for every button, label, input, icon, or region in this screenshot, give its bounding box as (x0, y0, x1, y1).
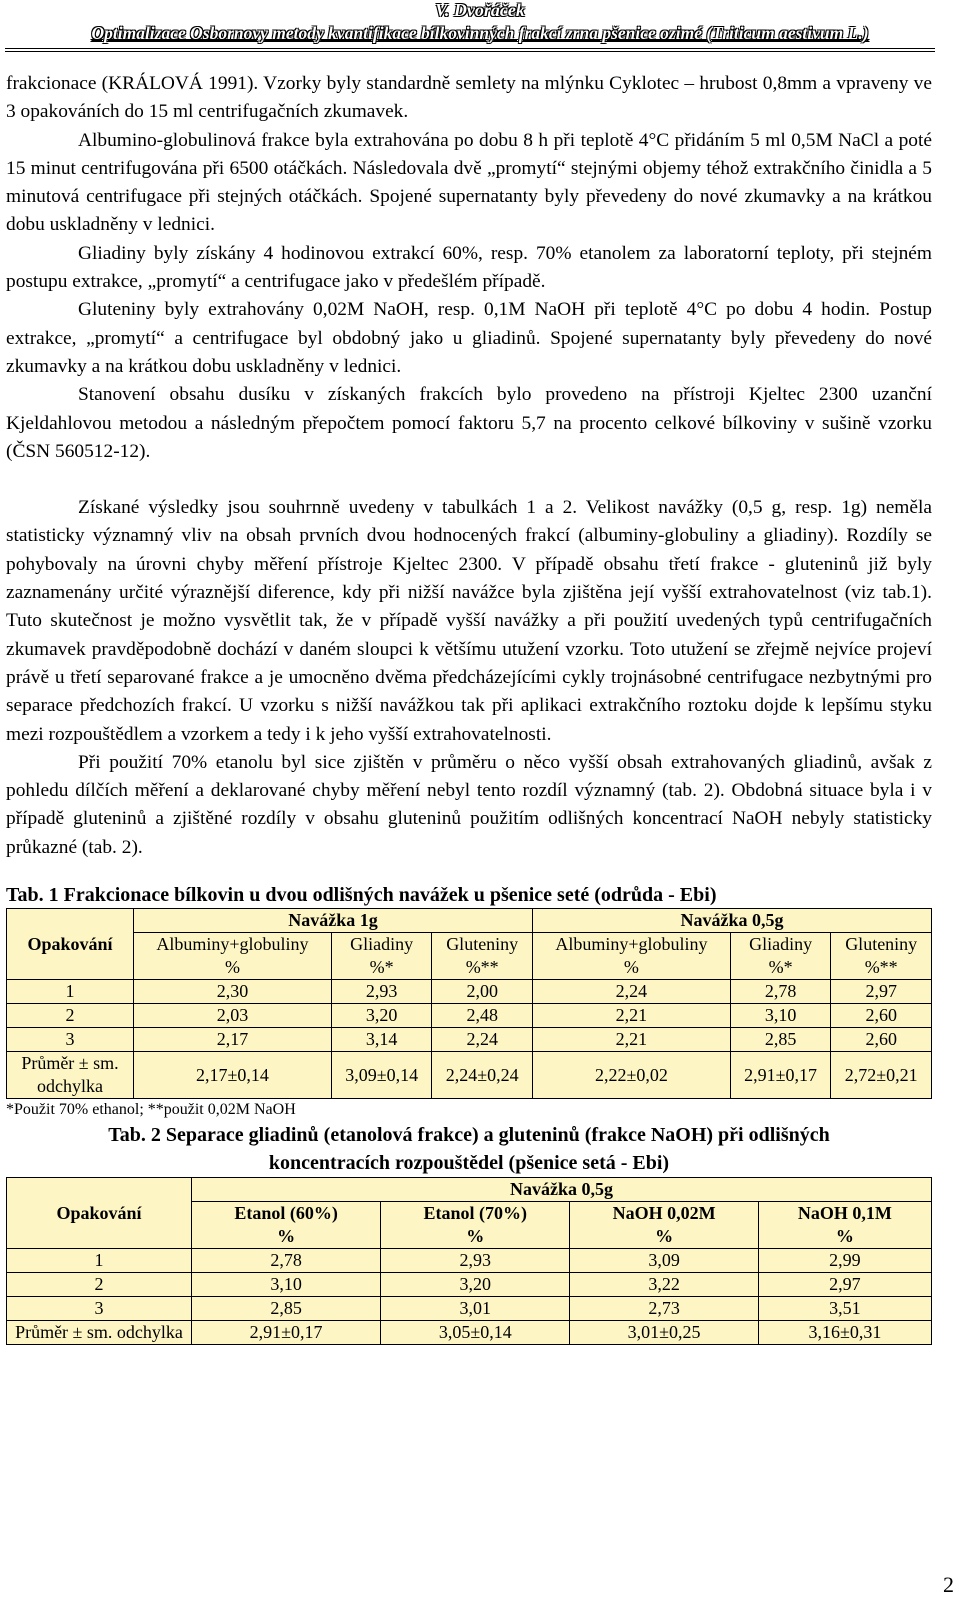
table1-cell: 2,48 (432, 1004, 533, 1028)
table2-cell: 2,78 (192, 1249, 381, 1273)
table2-group: Navážka 0,5g (192, 1178, 932, 1202)
table1-cell: 2 (7, 1004, 134, 1028)
page-body (6, 70, 932, 1345)
table2-cell: 3,05±0,14 (381, 1321, 570, 1345)
table1-cell: 2,21 (532, 1028, 730, 1052)
table2-cell: 3,01 (381, 1297, 570, 1321)
table2-cell: 3,22 (570, 1273, 758, 1297)
table1-cell: 3,14 (331, 1028, 432, 1052)
table-row (7, 1321, 932, 1345)
table1-mean-label: Průměr ± sm. odchylka (7, 1052, 134, 1099)
table2-cell: 1 (7, 1249, 192, 1273)
table2-mean-label: Průměr ± sm. odchylka (7, 1321, 192, 1345)
table1-cell: 2,78 (730, 980, 831, 1004)
table1-row-header: Opakování (7, 909, 134, 980)
table2-col-header: NaOH 0,1M % (758, 1202, 931, 1249)
table1-footnote: *Použit 70% ethanol; **použit 0,02M NaOH (6, 1101, 296, 1119)
table1-cell: 2,24±0,24 (432, 1052, 533, 1099)
table1-cell: 3,09±0,14 (331, 1052, 432, 1099)
table1-cell: 3,10 (730, 1004, 831, 1028)
table2-cell: 2,73 (570, 1297, 758, 1321)
table2-row-header: Opakování (7, 1178, 192, 1249)
table1-cell: 2,93 (331, 980, 432, 1004)
paragraph-1: frakcionace (KRÁLOVÁ 1991). Vzorky byly standardně semlety na mlýnku Cyklotec – hrubost 0,8mm a vpraveny ve 3 opakováních do 15 ml centrifugačních zkumavek. (6, 73, 932, 123)
table1-caption: Tab. 1 Frakcionace bílkovin u dvou odlišných navážek u pšenice seté (odrůda - Ebi) (6, 884, 717, 907)
table-row (7, 1052, 932, 1099)
table2-caption-line-1: Tab. 2 Separace gliadinů (etanolová frakce) a gluteninů (frakce NaOH) při odlišných (108, 1124, 830, 1147)
table1-cell: 2,91±0,17 (730, 1052, 831, 1099)
table1-col-header: Gliadiny %* (730, 933, 831, 980)
table1-col-header: Gluteniny %** (831, 933, 932, 980)
page-header (0, 0, 960, 44)
paragraph-3: Gliadiny byly získány 4 hodinovou extrakcí 60%, resp. 70% etanolem za laboratorní teploty, při stejném postupu extrakce, „promytí“ a centrifugace jako v předešlém případě. (6, 242, 932, 293)
paragraph-4: Gluteniny byly extrahovány 0,02M NaOH, resp. 0,1M NaOH při teplotě 4°C po dobu 4 hodin. Postup extrakce, „promytí“ a centrifugace byl obdobný jako u gliadinů. Spojené supernatanty byly převedeny do nové zkumavky a na krátkou dobu uskladněny v lednici. (6, 299, 932, 377)
table2-cell: 3,01±0,25 (570, 1321, 758, 1345)
table2-cell: 3,20 (381, 1273, 570, 1297)
paragraph-2: Albumino-globulinová frakce byla extrahována po dobu 8 h při teplotě 4°C přidáním 5 ml 0,5M NaCl a poté 15 minut centrifugována při 6500 otáčkách. Následovala dvě „promytí“ stejnými objemy téhož extrakčního činidla a 5 minutová centrifugace při stejných otáčkách. Spojené supernatanty byly převedeny do nové zkumavky a na krátkou dobu uskladněny v lednici. (6, 129, 932, 236)
table2-caption-line-2: koncentracích rozpouštědel (pšenice setá - Ebi) (268, 1152, 670, 1175)
table2-cell: 2,91±0,17 (192, 1321, 381, 1345)
paragraph-6: Získané výsledky jsou souhrnně uvedeny v tabulkách 1 a 2. Velikost navážky (0,5 g, resp. 1g) neměla statisticky významný vliv na obsah prvních dvou hodnocených frakcí (albuminy-globuliny a gliadiny). Rozdíly se pohybovaly na úrovni chyby měření přístroje Kjeltec 2300. V případě obsahu třetí frakce - gluteninů již byly zaznamenány určité výraznější diference, kdy při nižší navážce byla zjištěna její vyšší extrahovatelnost (viz tab.1). Tuto skutečnost je možno vysvětlit tak, že v případě vyšší navážky a při použití uvedených typů centrifugačních zkumavek pravděpodobně dochází v daném sloupci k většímu utužení vzorku. Toto utužení se zřejmě nejvíce projeví právě u třetí separované frakce a je umocněno dvěma předcházejícími cykly trojnásobné centrifugace nezbytnými pro separace předchozích frakcí. U vzorku s nižší navážkou tak při aplikaci extrakčního roztoku dojde k lepšímu styku mezi rozpouštědlem a vzorkem a tedy i k jeho vyšší extrahovatelnosti. (6, 497, 932, 745)
table1-cell: 2,17±0,14 (134, 1052, 332, 1099)
table1-cell: 2,72±0,21 (831, 1052, 932, 1099)
header-author: V. Dvořáček (435, 0, 525, 20)
table2-cell: 3,16±0,31 (758, 1321, 931, 1345)
table1-col-header: Gliadiny %* (331, 933, 432, 980)
table1-cell: 2,24 (532, 980, 730, 1004)
table1-col-header: Albuminy+globuliny % (532, 933, 730, 980)
table2-cell: 3 (7, 1297, 192, 1321)
table2-cell: 3,09 (570, 1249, 758, 1273)
table-row (7, 1249, 932, 1273)
table1-cell: 2,60 (831, 1004, 932, 1028)
table2-cell: 2,85 (192, 1297, 381, 1321)
paragraph-7: Při použití 70% etanolu byl sice zjištěn v průměru o něco vyšší obsah extrahovaných gliadinů, avšak z pohledu dílčích měření a deklarované chyby měření nebyl tento rozdíl významný (tab. 2). Obdobná situace byla i v případě gluteninů a zjištěné rozdíly v obsahu gluteninů použitím odlišných koncentrací NaOH nebyly statisticky průkazné (tab. 2). (6, 751, 932, 858)
table-row (7, 1297, 932, 1321)
table1-cell: 3,20 (331, 1004, 432, 1028)
table1-group-1: Navážka 1g (134, 909, 533, 933)
paragraph-5: Stanovení obsahu dusíku v získaných frakcích bylo provedeno na přístroji Kjeltec 2300 uzanční Kjeldahlovou metodou a následným přepočtem pomocí faktoru 5,7 na procento celkové bílkoviny v sušině vzorku (ČSN 560512-12). (6, 384, 932, 462)
table-row (7, 1273, 932, 1297)
table2-cell: 3,51 (758, 1297, 931, 1321)
table1-cell: 2,03 (134, 1004, 332, 1028)
table1-col-header: Albuminy+globuliny % (134, 933, 332, 980)
header-rule (5, 48, 935, 49)
table1-cell: 2,21 (532, 1004, 730, 1028)
page-number: 2 (943, 1572, 954, 1597)
table-row (7, 980, 932, 1004)
table1-cell: 2,30 (134, 980, 332, 1004)
table1-cell: 2,00 (432, 980, 533, 1004)
table2-cell: 3,10 (192, 1273, 381, 1297)
table1 (6, 908, 932, 1099)
table2-cell: 2,97 (758, 1273, 931, 1297)
table1-group-2: Navážka 0,5g (532, 909, 931, 933)
table1-cell: 3 (7, 1028, 134, 1052)
table1-cell: 2,17 (134, 1028, 332, 1052)
table-row (7, 1004, 932, 1028)
table1-cell: 2,97 (831, 980, 932, 1004)
table1-cell: 2,24 (432, 1028, 533, 1052)
table2-col-header: NaOH 0,02M % (570, 1202, 758, 1249)
table2 (6, 1177, 932, 1345)
header-rule-2 (5, 51, 935, 52)
table1-cell: 2,85 (730, 1028, 831, 1052)
table2-col-header: Etanol (60%) % (192, 1202, 381, 1249)
table1-col-header: Gluteniny %** (432, 933, 533, 980)
table1-cell: 2,22±0,02 (532, 1052, 730, 1099)
table1-cell: 2,60 (831, 1028, 932, 1052)
table2-cell: 2 (7, 1273, 192, 1297)
header-title: Optimalizace Osbornovy metody kvantifikace bílkovinných frakcí zrna pšenice ozimé (Triticum aestivum L.) (91, 23, 869, 43)
table2-col-header: Etanol (70%) % (381, 1202, 570, 1249)
table-row (7, 1028, 932, 1052)
table2-cell: 2,93 (381, 1249, 570, 1273)
table1-cell: 1 (7, 980, 134, 1004)
table2-cell: 2,99 (758, 1249, 931, 1273)
